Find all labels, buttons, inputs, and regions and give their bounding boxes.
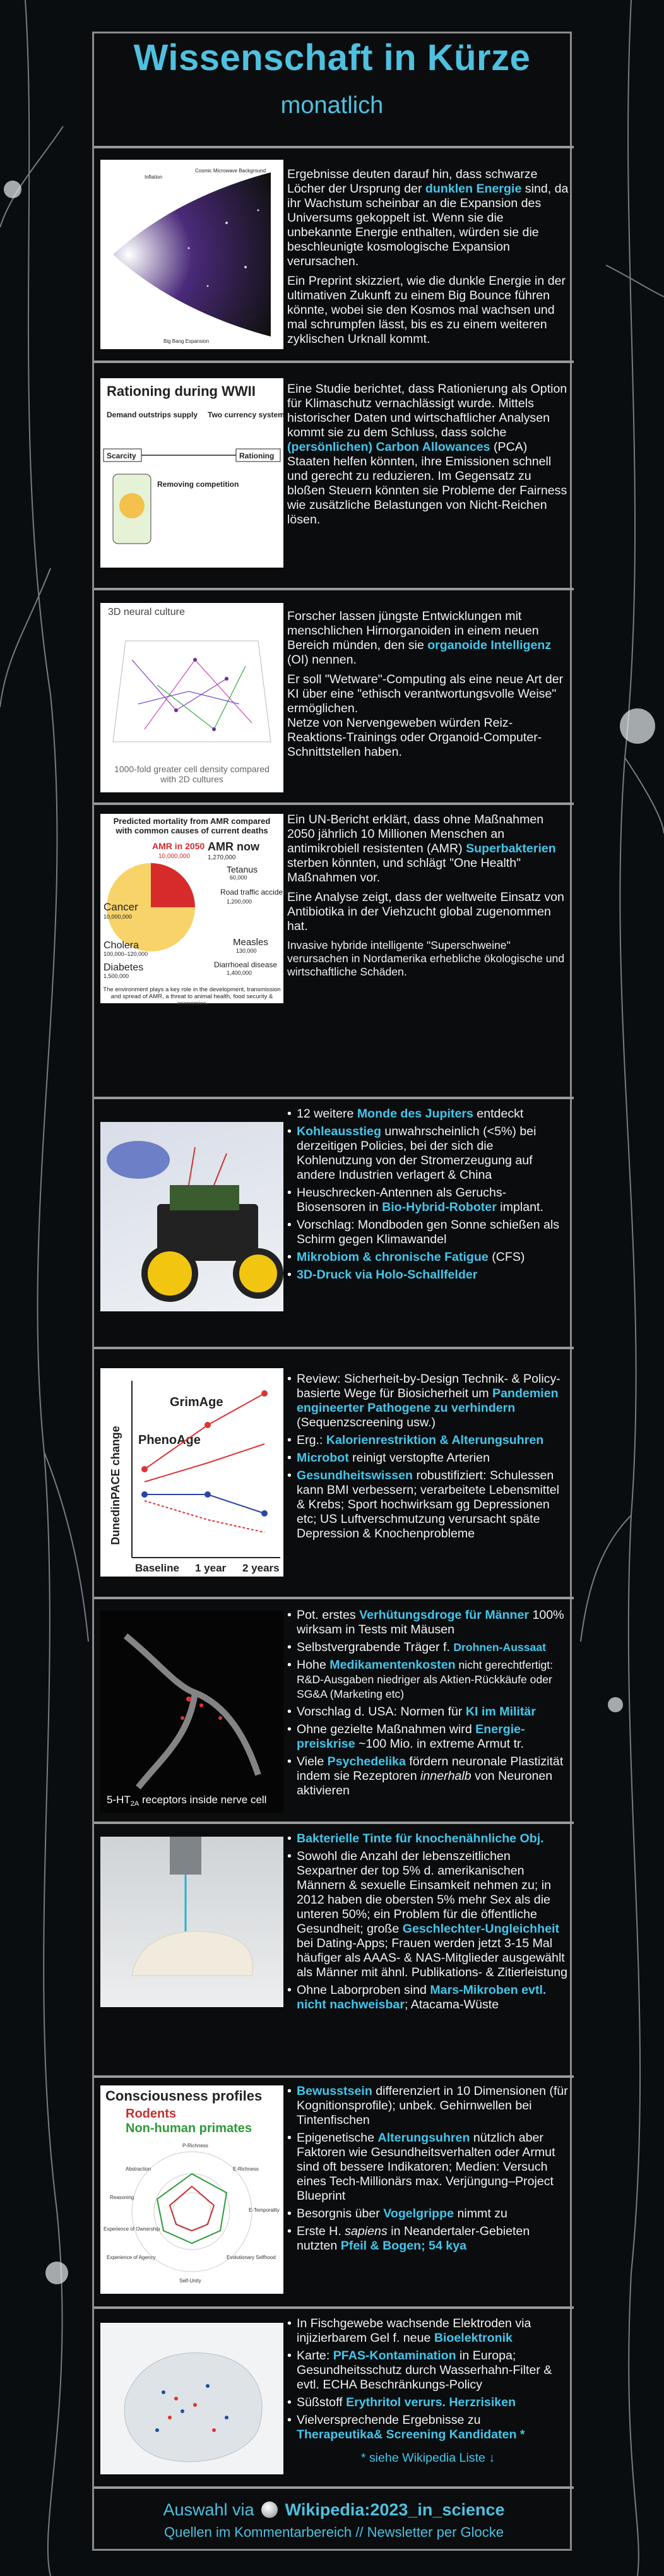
amr-item-value: 1,200,000 bbox=[227, 898, 252, 905]
neural-culture-3d bbox=[100, 622, 283, 761]
bullet-item bbox=[287, 1983, 569, 2012]
bullet-item bbox=[287, 1755, 569, 1798]
text-run: entdeckt bbox=[473, 1107, 524, 1121]
highlight-term[interactable]: Bewusstsein bbox=[297, 2084, 372, 2098]
section-rationing bbox=[94, 361, 574, 588]
footer-wikipedia-link[interactable]: Wikipedia:2023_in_science bbox=[285, 2500, 505, 2519]
amr-item-value: 1,400,000 bbox=[227, 970, 252, 976]
footer bbox=[94, 2486, 574, 2553]
diagram-label-inflation: Inflation bbox=[145, 174, 163, 180]
bullet-item bbox=[287, 1705, 569, 1719]
bullet-item bbox=[287, 1372, 569, 1430]
highlight-term[interactable]: dunklen Energie bbox=[425, 182, 522, 196]
highlight-term[interactable]: Kalorienrestriktion & Alterungsuhren bbox=[326, 1433, 544, 1447]
radar-axis-label: E-Temporality bbox=[249, 2207, 280, 2213]
page-subtitle: monatlich bbox=[280, 92, 384, 119]
text-run: nützlich aber Faktoren wie Gesundheitsverhalten oder Armut sind oft bessere Indikatoren; Medien: Versuch eines Tech-Millionärs max. Verjüngung–Project Blueprint bbox=[297, 2131, 555, 2203]
neural-culture-bottom-label: 1000-fold greater cell density compared with 2D cultures bbox=[114, 764, 270, 784]
section-text bbox=[287, 1372, 569, 1544]
text-run: unwahrscheinlich (<5%) bei derzeitigen Policies, bei der sich die Kohlenutzung von der Stromerzeugung auf andere Industrien verlagert & China bbox=[297, 1124, 537, 1182]
legend-rodents: Rodents bbox=[126, 2107, 176, 2121]
footer-prefix: Auswahl via bbox=[163, 2500, 254, 2519]
highlight-term[interactable]: Mars-Mikroben evtl. nicht nachweisbar bbox=[297, 1983, 547, 2012]
section-aging bbox=[94, 1347, 574, 1597]
amr-item-value: 60,000 bbox=[230, 874, 247, 881]
highlight-term[interactable]: Verhütungsdroge für Männer bbox=[359, 1608, 529, 1622]
rationing-diagram bbox=[100, 405, 283, 563]
highlight-term[interactable]: Bakterielle Tinte für knochenähnliche Obj. bbox=[297, 1832, 544, 1846]
text-run: Erste H. bbox=[297, 2224, 345, 2238]
text-run: sterben könnten, und schlägt "One Health" Maßnahmen vor. bbox=[287, 856, 521, 885]
highlight-term[interactable]: (persönlichen) Carbon Allowances bbox=[287, 440, 490, 454]
text-run: Ergebnisse deuten darauf hin, dass schwarze Löcher der Ursprung der bbox=[287, 167, 538, 196]
bullet-list bbox=[287, 2084, 569, 2253]
text-run: Karte: bbox=[297, 2349, 333, 2363]
bullet-item bbox=[287, 1107, 569, 1121]
highlight-term[interactable]: Microbot bbox=[297, 1451, 349, 1465]
bullet-item bbox=[287, 2413, 569, 2442]
amr-item-value: 1,500,000 bbox=[104, 973, 129, 979]
text-run: sind, da ihr Wachstum scheinbar an die Expansion des Universums gekoppelt ist. Wenn sie die unbekannte Energie enthalten, würden sie die beschleunigte kosmologische Expansion verursachen. bbox=[287, 182, 569, 268]
universe-expansion-image bbox=[100, 160, 283, 349]
wikipedia-list-note: * siehe Wikipedia Liste ↓ bbox=[360, 2451, 495, 2465]
radar-axis-label: Experience of Agency bbox=[107, 2255, 156, 2260]
highlight-term[interactable]: Erythritol verurs. Herzrisiken bbox=[346, 2395, 516, 2409]
amr-chart-footnote: The environment plays a key role in the development, transmission and spread of AMR, a threat to animal health, food security & economies bbox=[103, 986, 281, 1007]
text-run: Epigenetische bbox=[297, 2131, 378, 2145]
radar-axis-label: Evolutionary Selfhood bbox=[227, 2255, 276, 2260]
section-text bbox=[287, 2317, 569, 2466]
rationing-diagram-image bbox=[100, 378, 283, 568]
radar-axis-label: E-Richness bbox=[233, 2166, 259, 2172]
amr-item-name: Diarrhoeal disease bbox=[214, 960, 278, 969]
section-text bbox=[287, 2084, 569, 2257]
bullet-item bbox=[287, 1640, 569, 1655]
paragraph bbox=[287, 274, 569, 347]
bullet-item bbox=[287, 1186, 569, 1215]
text-run: (Sequenzscreening usw.) bbox=[297, 1416, 436, 1429]
consciousness-title: Consciousness profiles bbox=[105, 2088, 263, 2104]
text-run: Er soll "Wetware"-Computing als eine neue Art der KI über eine "ethisch verantwortungsvolle Weise" ermöglichen. bbox=[287, 672, 564, 715]
amr-item-name: Diabetes bbox=[104, 962, 144, 973]
text-run: Ein Preprint skizziert, wie die dunkle Energie in der ultimativen Zukunft zu einem Big Bounce führen könnte, wobei sie den Kosmos mal wachsen und mal schrumpfen lässt, bis es zu einem weiteren zyklischen Urknall kommt. bbox=[287, 274, 566, 346]
amr-item-name: Road traffic accidents bbox=[220, 888, 293, 897]
bullet-item bbox=[287, 2349, 569, 2392]
bullet-list bbox=[287, 2317, 569, 2442]
text-run: nimmt zu bbox=[454, 2207, 507, 2221]
nerve-cell-illustration bbox=[100, 1611, 283, 1813]
section-text bbox=[287, 609, 569, 765]
paragraph bbox=[287, 672, 569, 716]
text-run: in Europa; Gesundheitsschutz durch Wasserhahn-Filter & evtl. ECHA Beschränkungs-Policy bbox=[297, 2349, 552, 2392]
text-run: Selbstvergrabende Träger f. bbox=[297, 1640, 454, 1654]
section-pfas bbox=[94, 2306, 574, 2486]
bullet-list bbox=[287, 1832, 569, 2012]
text-run: (CFS) bbox=[488, 1250, 525, 1264]
text-run: Hohe bbox=[297, 1658, 330, 1672]
footer-sources-note: Quellen im Kommentarbereich // Newsletter per Glocke bbox=[164, 2524, 504, 2540]
amr-mortality-image bbox=[100, 814, 293, 1007]
aging-clock-chart-image bbox=[100, 1368, 283, 1577]
grimage-label: GrimAge bbox=[170, 1395, 223, 1409]
highlight-term[interactable]: Superbakterien bbox=[466, 842, 556, 856]
text-run: Eine Studie berichtet, dass Rationierung als Option für Klimaschutz vernachlässigt wurde. Mittels historischer Daten und wirtschaftlicher Analysen kommt sie zu dem Schluss, dass solche bbox=[287, 382, 567, 439]
highlight-term[interactable]: Pfeil & Bogen; 54 kya bbox=[340, 2239, 466, 2253]
caption-subscript: 2A bbox=[130, 1800, 139, 1808]
amr-item-value: 130,000 bbox=[236, 948, 257, 954]
robot-illustration bbox=[100, 1122, 283, 1311]
highlight-term[interactable]: Alterungsuhren bbox=[377, 2131, 470, 2145]
europe-map bbox=[100, 2323, 283, 2474]
text-run: bei Dating-Apps; Frauen werden jetzt 3-15 Mal häufiger als AAAS- & NAS-Mitglieder ausgewählt als Männer mit ähnl. Publikations- & Zitierleistung bbox=[297, 1936, 568, 1979]
text-run: differenziert in 10 Dimensionen (für Kognitionsprofile); unbek. Gehirnwellen bei Tintenfischen bbox=[297, 2084, 568, 2127]
rationing-diagram-title: Rationing during WWII bbox=[107, 383, 256, 399]
consciousness-profiles-image bbox=[100, 2085, 283, 2294]
text-run: Viele bbox=[297, 1755, 328, 1768]
bullet-item bbox=[287, 1722, 569, 1751]
bullet-item bbox=[287, 1608, 569, 1637]
highlight-term[interactable]: Bio-Hybrid-Roboter bbox=[382, 1200, 497, 1214]
text-run: robustifiziert: Schulessen kann BMI verbessern; verarbeitete Lebensmittel & Krebs; Sport hochwirksam gg Depressionen etc; US Luftverschmutzung verursacht späte Depression & Knochenprobleme bbox=[297, 1469, 560, 1541]
highlight-term[interactable]: PFAS-Kontamination bbox=[333, 2349, 456, 2363]
caption-part: receptors inside nerve cell bbox=[139, 1794, 267, 1806]
highlight-term[interactable]: Monde des Jupiters bbox=[357, 1107, 473, 1121]
paragraph bbox=[287, 716, 569, 760]
text-run: Netze von Nervengeweben würden Reiz-Reaktions-Trainings oder Organoid-Computer-Schnittstellen haben. bbox=[287, 716, 542, 759]
radar-axis-label: Experience of Ownership bbox=[104, 2226, 160, 2232]
text-run: 100% wirksam in Tests mit Mäusen bbox=[297, 1608, 564, 1637]
diagram-label: Two currency system bbox=[208, 410, 285, 419]
diagram-label: Demand outstrips supply bbox=[107, 410, 198, 419]
section-biohybrid bbox=[94, 1097, 574, 1347]
text-run: Erg.: bbox=[297, 1433, 326, 1447]
bullet-list bbox=[287, 1372, 569, 1541]
bullet-item bbox=[287, 1451, 569, 1465]
text-run: Vorschlag d. USA: Normen für bbox=[297, 1705, 466, 1719]
diagram-label-big-bang: Big Bang Expansion bbox=[163, 338, 210, 344]
section-text bbox=[287, 1107, 569, 1285]
section-organoid-intelligence bbox=[94, 588, 574, 802]
diagram-label-cmb: Cosmic Microwave Background bbox=[195, 168, 266, 174]
paragraph bbox=[287, 939, 569, 979]
amr-chart bbox=[100, 838, 293, 983]
radar-axis-label: P-Richness bbox=[182, 2143, 208, 2149]
bullet-item bbox=[287, 1268, 569, 1282]
bullet-item bbox=[287, 1469, 569, 1541]
y-axis-label: DunedinPACE change bbox=[109, 1426, 122, 1545]
section-bacterial-ink bbox=[94, 1822, 574, 2075]
bullet-item bbox=[287, 1849, 569, 1980]
text-run: Ohne Laborproben sind bbox=[297, 1983, 430, 1997]
paragraph bbox=[287, 609, 569, 667]
amr-item-value: 100,000–120,000 bbox=[104, 951, 148, 957]
text-run: Ohne gezielte Maßnahmen wird bbox=[297, 1722, 476, 1736]
content-frame bbox=[92, 32, 572, 2551]
bullet-item bbox=[287, 2207, 569, 2221]
amr-item-name: Cancer bbox=[104, 901, 138, 913]
highlight-term[interactable]: Vogelgrippe bbox=[383, 2207, 454, 2221]
text-run: Forscher lassen jüngste Entwicklungen mit menschlichen Hirnorganoiden in einem neuen Bereich münden, den sie bbox=[287, 609, 539, 652]
paragraph bbox=[287, 382, 569, 527]
text-run: nicht gerechtfertigt: R&D-Ausgaben niedriger als Aktien-Rückkäufe oder SG&A (Marketing etc) bbox=[297, 1659, 554, 1700]
nerve-cell-image bbox=[100, 1611, 283, 1813]
amr-item-value: 10,000,000 bbox=[104, 914, 133, 920]
bullet-item bbox=[287, 2084, 569, 2128]
bullet-list bbox=[287, 1107, 569, 1282]
diagram-label-dark-energy: Dark Energy bbox=[227, 313, 255, 319]
bullet-item bbox=[287, 1832, 569, 1846]
amr-2050-value: 10,000,000 bbox=[158, 853, 191, 860]
highlight-term[interactable]: Drohnen-Aussaat bbox=[453, 1641, 546, 1654]
text-run: ~100 Mio. in extreme Armut tr. bbox=[355, 1737, 524, 1751]
universe-diagram bbox=[100, 160, 283, 349]
bullet-item bbox=[287, 2317, 569, 2346]
bullet-item bbox=[287, 2224, 569, 2253]
bullet-item bbox=[287, 1124, 569, 1183]
section-amr bbox=[94, 802, 574, 1097]
radar-axis-label: Reasoning bbox=[110, 2195, 134, 2200]
section-psychedelics bbox=[94, 1597, 574, 1822]
text-run: reinigt verstopfte Arterien bbox=[348, 1451, 490, 1465]
radar-axis-label: Abstraction bbox=[126, 2166, 151, 2172]
text-run: Eine Analyse zeigt, dass der weltweite Einsatz von Antibiotika in der Viehzucht global zugenommen hat. bbox=[287, 890, 564, 933]
text-run: Pot. erstes bbox=[297, 1608, 360, 1622]
footer-source-line bbox=[94, 2500, 574, 2520]
aging-chart bbox=[100, 1368, 283, 1577]
amr-item-name: Cholera bbox=[104, 940, 139, 951]
text-run: Heuschrecken-Antennen als Geruchs-Biosensoren in bbox=[297, 1186, 507, 1214]
x-tick-label: 2 years bbox=[242, 1562, 280, 1574]
bullet-item bbox=[287, 1658, 569, 1702]
text-run: (PCA) Staaten helfen könnten, ihre Emissionen schnell und gerecht zu reduzieren. Im Gegensatz zu bloßen Steuern könnten sie Probleme der Fairness wie zusätzliche Belastungen von Nicht-Reichen lösen. bbox=[287, 440, 567, 527]
text-run: Invasive hybride intelligente "Superschweine" verursachen in Nordamerika erhebliche ökologische und wirtschaftliche Schäden. bbox=[287, 939, 565, 978]
nerve-cell-caption bbox=[107, 1794, 266, 1808]
text-run: ; Atacama-Wüste bbox=[404, 1998, 499, 2012]
page-title: Wissenschaft in Kürze bbox=[133, 37, 531, 78]
diagram-label: Removing competition bbox=[157, 480, 239, 489]
text-run: innerhalb bbox=[420, 1769, 471, 1783]
radar-axis-label: Self-Unity bbox=[179, 2278, 201, 2284]
section-consciousness bbox=[94, 2075, 574, 2306]
bullet-item bbox=[287, 1433, 569, 1448]
paragraph bbox=[287, 167, 569, 269]
highlight-term[interactable]: Bioelektronik bbox=[434, 2331, 513, 2345]
pfas-europe-map-image bbox=[100, 2323, 283, 2474]
text-run: Besorgnis über bbox=[297, 2207, 384, 2221]
text-run: in Neandertaler-Gebieten nutzten bbox=[297, 2224, 530, 2253]
highlight-term[interactable]: Kohleausstieg bbox=[297, 1124, 381, 1138]
neural-culture-image bbox=[100, 603, 283, 792]
text-run: implant. bbox=[496, 1200, 543, 1214]
amr-item-name: Tetanus bbox=[227, 864, 258, 874]
text-run: von Neuronen aktivieren bbox=[297, 1769, 553, 1798]
phenoage-label: PhenoAge bbox=[138, 1433, 201, 1447]
bullet-item bbox=[287, 2395, 569, 2410]
text-run: (OI) nennen. bbox=[287, 653, 357, 667]
text-run: sapiens bbox=[345, 2224, 388, 2238]
highlight-term[interactable]: Geschlechter-Ungleichheit bbox=[402, 1922, 559, 1936]
text-run: In Fischgewebe wachsende Elektroden via injizierbarem Gel f. neue bbox=[297, 2317, 531, 2345]
amr-2050-label: AMR in 2050 bbox=[152, 841, 205, 851]
section-text bbox=[287, 167, 569, 352]
paragraph bbox=[287, 890, 569, 934]
bacterial-ink-image bbox=[100, 1837, 283, 2007]
highlight-term[interactable]: Energie-preiskrise bbox=[297, 1722, 525, 1751]
highlight-term[interactable]: Gesundheitswissen bbox=[297, 1469, 413, 1482]
text-run: Süßstoff bbox=[297, 2395, 347, 2409]
text-run: Vielversprechende Ergebnisse zu bbox=[297, 2413, 481, 2427]
wikipedia-logo-icon bbox=[261, 2501, 278, 2518]
bullet-item bbox=[287, 1250, 569, 1265]
section-text bbox=[287, 1608, 569, 1801]
section-text bbox=[287, 382, 569, 532]
diagram-label: Rationing bbox=[239, 451, 275, 460]
x-tick-label: Baseline bbox=[135, 1562, 179, 1574]
text-run: Ein UN-Bericht erklärt, dass ohne Maßnahmen 2050 jährlich 10 Millionen Menschen an antimikrobiell resistenten (AMR) bbox=[287, 813, 544, 856]
highlight-term[interactable]: Mikrobiom & chronische Fatigue bbox=[297, 1250, 489, 1264]
section-text bbox=[287, 1832, 569, 2015]
text-run: fördern neuronale Plastizität indem sie Rezeptoren bbox=[297, 1755, 564, 1783]
legend-primates: Non-human primates bbox=[126, 2121, 252, 2135]
caption-part: 5-HT bbox=[107, 1794, 131, 1806]
printed-object-illustration bbox=[100, 1837, 283, 2007]
highlight-term[interactable]: organoide Intelligenz bbox=[427, 638, 552, 652]
highlight-term[interactable]: Pandemien engineerter Pathogene zu verhindern bbox=[297, 1386, 559, 1415]
text-run: Review: Sicherheit-by-Design Technik- & Policy-basierte Wege für Biosicherheit um bbox=[297, 1372, 560, 1400]
section-dark-energy bbox=[94, 146, 574, 361]
diagram-label: Scarcity bbox=[107, 451, 136, 460]
radar-chart bbox=[100, 2136, 283, 2287]
text-run: Vorschlag: Mondboden gen Sonne schießen als Schirm gegen Klimawandel bbox=[297, 1218, 560, 1246]
amr-item-name: Measles bbox=[233, 937, 268, 948]
bullet-list bbox=[287, 1608, 569, 1798]
paragraph bbox=[287, 813, 569, 885]
amr-chart-title: Predicted mortality from AMR compared with common causes of current deaths bbox=[113, 816, 271, 835]
text-run: Sowohl die Anzahl der lebenszeitlichen Sexpartner der top 5% d. amerikanischen Männern & sexuelle Einsamkeit nehmen zu; in 2012 haben die obersten 5% mehr Sex als die unteren 50%; ein Problem für die öffentliche Gesundheit; große bbox=[297, 1849, 551, 1936]
highlight-term[interactable]: Medikamentenkosten bbox=[329, 1658, 456, 1672]
amr-now-value: 1,270,000 bbox=[208, 854, 236, 861]
neural-culture-top-label: 3D neural culture bbox=[108, 607, 185, 617]
section-text bbox=[287, 813, 569, 984]
highlight-term[interactable]: Therapeutika& Screening Kandidaten * bbox=[297, 2428, 525, 2442]
bullet-item bbox=[287, 2131, 569, 2203]
text-run: 12 weitere bbox=[297, 1107, 357, 1121]
biohybrid-robot-image bbox=[100, 1122, 283, 1311]
bullet-item bbox=[287, 1218, 569, 1247]
highlight-term[interactable]: Psychedelika bbox=[327, 1755, 406, 1768]
highlight-term[interactable]: KI im Militär bbox=[465, 1705, 536, 1719]
x-tick-label: 1 year bbox=[195, 1562, 227, 1574]
amr-now-label: AMR now bbox=[208, 840, 259, 853]
highlight-term[interactable]: 3D-Druck via Holo-Schallfelder bbox=[297, 1268, 478, 1282]
